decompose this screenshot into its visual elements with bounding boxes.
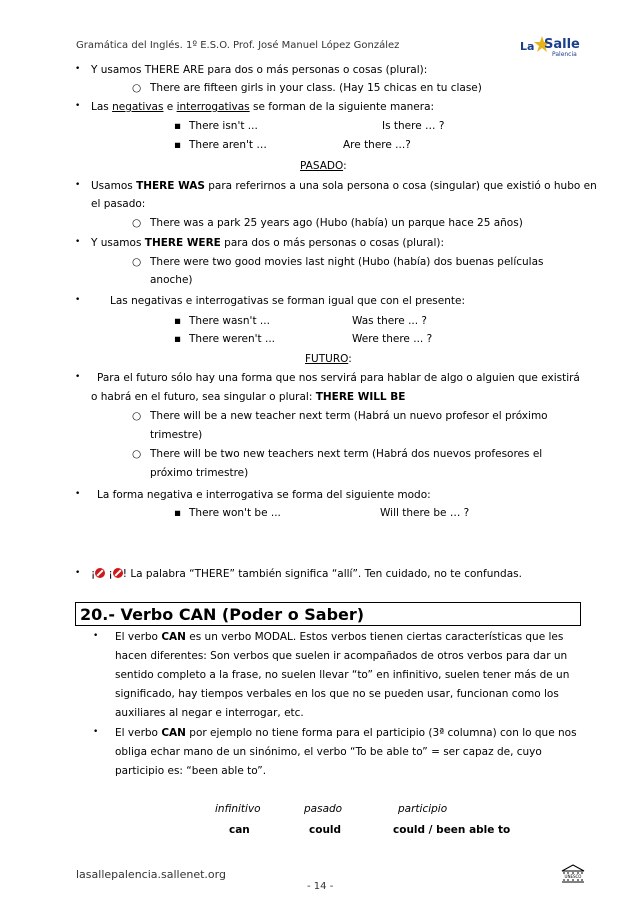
past-b2: Y usamos THERE WERE para dos o más personas o cosas (plural):	[91, 237, 445, 249]
square-bullet-icon: ▪	[174, 139, 182, 151]
past-ex2-b: Were there ... ?	[352, 333, 433, 345]
can-p1-l5: auxiliares al negar e interrogar, etc.	[115, 707, 304, 719]
section-title-box	[75, 602, 581, 626]
future-ex2-l2: próximo trimestre)	[150, 467, 249, 479]
square-bullet-icon: ▪	[174, 507, 182, 519]
square-bullet-icon: ▪	[174, 333, 182, 345]
warning-note: ¡ ¡ ! La palabra “THERE” también significa “allí”. Ten cuidado, no te confundas.	[91, 568, 522, 580]
future-b2: La forma negativa e interrogativa se forma del siguiente modo:	[97, 489, 431, 501]
present-ex1-b: Is there … ?	[382, 120, 445, 132]
bullet-icon: •	[75, 295, 81, 305]
present-ex1-a: There isn't ...	[189, 120, 258, 132]
section-title: 20.- Verbo CAN (Poder o Saber)	[80, 605, 365, 624]
circle-bullet-icon: ○	[132, 256, 142, 268]
circle-bullet-icon: ○	[132, 448, 142, 460]
bullet-icon: •	[75, 64, 81, 74]
table-header-infinitivo: infinitivo	[215, 803, 261, 815]
no-sign-icon	[113, 568, 123, 578]
future-heading: FUTURO:	[305, 353, 352, 365]
circle-bullet-icon: ○	[132, 217, 142, 229]
future-ex2-l1: There will be two new teachers next term (Habrá dos nuevos profesores el	[150, 448, 543, 460]
bullet-icon: •	[75, 372, 81, 382]
future-b1-l2: o habrá en el futuro, sea singular o plural: THERE WILL BE	[91, 391, 406, 403]
past-ex2-a: There weren't ...	[189, 333, 276, 345]
present-b2: Las negativas e interrogativas se forman de la siguiente manera:	[91, 101, 435, 113]
present-ex2-a: There aren't …	[189, 139, 267, 151]
footer-site: lasallepalencia.sallenet.org	[76, 868, 226, 881]
past-ex1-a: There wasn't ...	[189, 315, 270, 327]
table-cell-can: can	[229, 824, 250, 836]
table-header-pasado: pasado	[304, 803, 343, 815]
bullet-icon: •	[75, 101, 81, 111]
can-p1-l3: sentido completo a la frase, no suelen llevar “to” en infinitivo, suelen tener más de un	[115, 669, 570, 681]
can-p1-l4: significado, hay tiempos verbales en los que no se pueden usar, funcionan como los	[115, 688, 559, 700]
circle-bullet-icon: ○	[132, 82, 142, 94]
table-header-participio: participio	[398, 803, 448, 815]
bullet-icon: •	[93, 727, 99, 737]
table-cell-participle: could / been able to	[393, 824, 511, 836]
can-p1-l2: hacen diferentes: Son verbos que suelen ir acompañados de otros verbos para dar un	[115, 650, 568, 662]
past-b3: Las negativas e interrogativas se forman igual que con el presente:	[110, 295, 466, 307]
future-ex1-l1: There will be a new teacher next term (Habrá un nuevo profesor el próximo	[150, 410, 548, 422]
unesco-logo: UNESCO	[560, 864, 586, 886]
present-ex2-b: Are there ...?	[343, 139, 411, 151]
can-p2-l1: El verbo CAN por ejemplo no tiene forma para el participio (3ª columna) con lo que nos	[115, 727, 577, 739]
present-b1-example: There are fifteen girls in your class. (Hay 15 chicas en tu clase)	[150, 82, 482, 94]
bullet-icon: •	[75, 180, 81, 190]
future-ex3-a: There won't be ...	[189, 507, 281, 519]
can-p2-l2: obliga echar mano de un sinónimo, el verbo “To be able to” = ser capaz de, cuyo	[115, 746, 542, 758]
past-b2-example-l1: There were two good movies last night (Hubo (había) dos buenas películas	[150, 256, 544, 268]
future-b1-l1: Para el futuro sólo hay una forma que nos servirá para hablar de algo o alguien que existirá	[97, 372, 580, 384]
can-p2-l3: participio es: “been able to”.	[115, 765, 267, 777]
past-b1: Usamos THERE WAS para referirnos a una sola persona o cosa (singular) que existió o hubo en	[91, 180, 597, 192]
bullet-icon: •	[75, 489, 81, 499]
past-b1-line2: el pasado:	[91, 198, 146, 210]
square-bullet-icon: ▪	[174, 315, 182, 327]
past-b1-example: There was a park 25 years ago (Hubo (había) un parque hace 25 años)	[150, 217, 523, 229]
past-ex1-b: Was there ... ?	[352, 315, 427, 327]
past-b2-example-l2: anoche)	[150, 274, 193, 286]
bullet-icon: •	[75, 237, 81, 247]
table-cell-could: could	[309, 824, 342, 836]
future-ex1-l2: trimestre)	[150, 429, 203, 441]
page-number: - 14 -	[307, 881, 334, 892]
lasalle-logo: La Salle Palencia	[520, 37, 580, 58]
future-ex3-b: Will there be … ?	[380, 507, 470, 519]
past-heading: PASADO:	[300, 160, 347, 172]
circle-bullet-icon: ○	[132, 410, 142, 422]
square-bullet-icon: ▪	[174, 120, 182, 132]
present-b1: Y usamos THERE ARE para dos o más personas o cosas (plural):	[91, 64, 428, 76]
bullet-icon: •	[75, 568, 81, 578]
header-title: Gramática del Inglés. 1º E.S.O. Prof. José Manuel López González	[76, 40, 400, 51]
can-p1-l1: El verbo CAN es un verbo MODAL. Estos verbos tienen ciertas características que les	[115, 631, 564, 643]
bullet-icon: •	[93, 631, 99, 641]
no-sign-icon	[95, 568, 105, 578]
